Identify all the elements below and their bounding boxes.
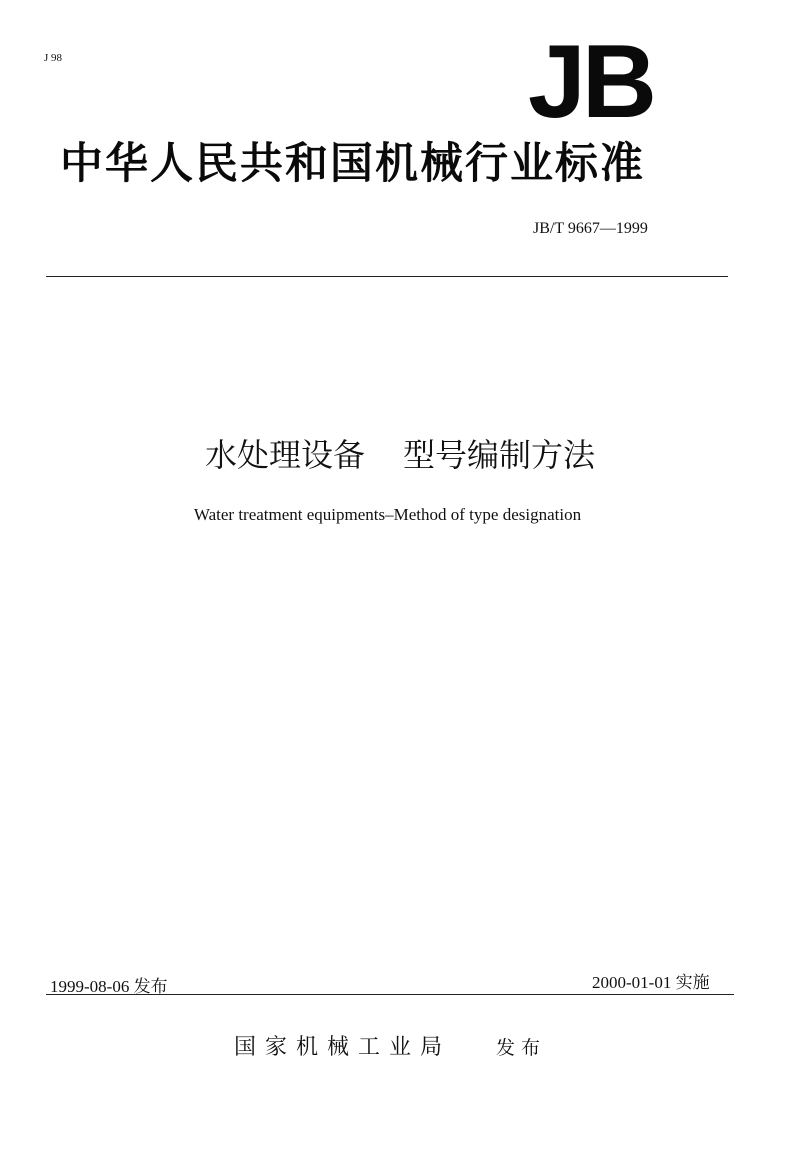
chinese-title-part2: 型号编制方法 [403, 436, 596, 474]
bottom-divider [46, 994, 734, 995]
english-title: Water treatment equipments–Method of type designation [193, 505, 582, 524]
top-divider [46, 276, 728, 277]
issue-date: 1999-08-06 发布 [50, 977, 168, 996]
chinese-title-part1: 水处理设备 [204, 436, 365, 474]
jb-logo: JB [528, 24, 653, 140]
issuer-suffix: 发布 [496, 1037, 547, 1059]
standard-number: JB/T 9667—1999 [533, 220, 648, 237]
chinese-title [0, 433, 800, 477]
issuing-authority: 国家机械工业局 [234, 1035, 452, 1060]
classification-code: J 98 [44, 52, 63, 64]
standard-title: 中华人民共和国机械行业标准 [60, 139, 645, 189]
implementation-date: 2000-01-01 实施 [592, 973, 710, 992]
